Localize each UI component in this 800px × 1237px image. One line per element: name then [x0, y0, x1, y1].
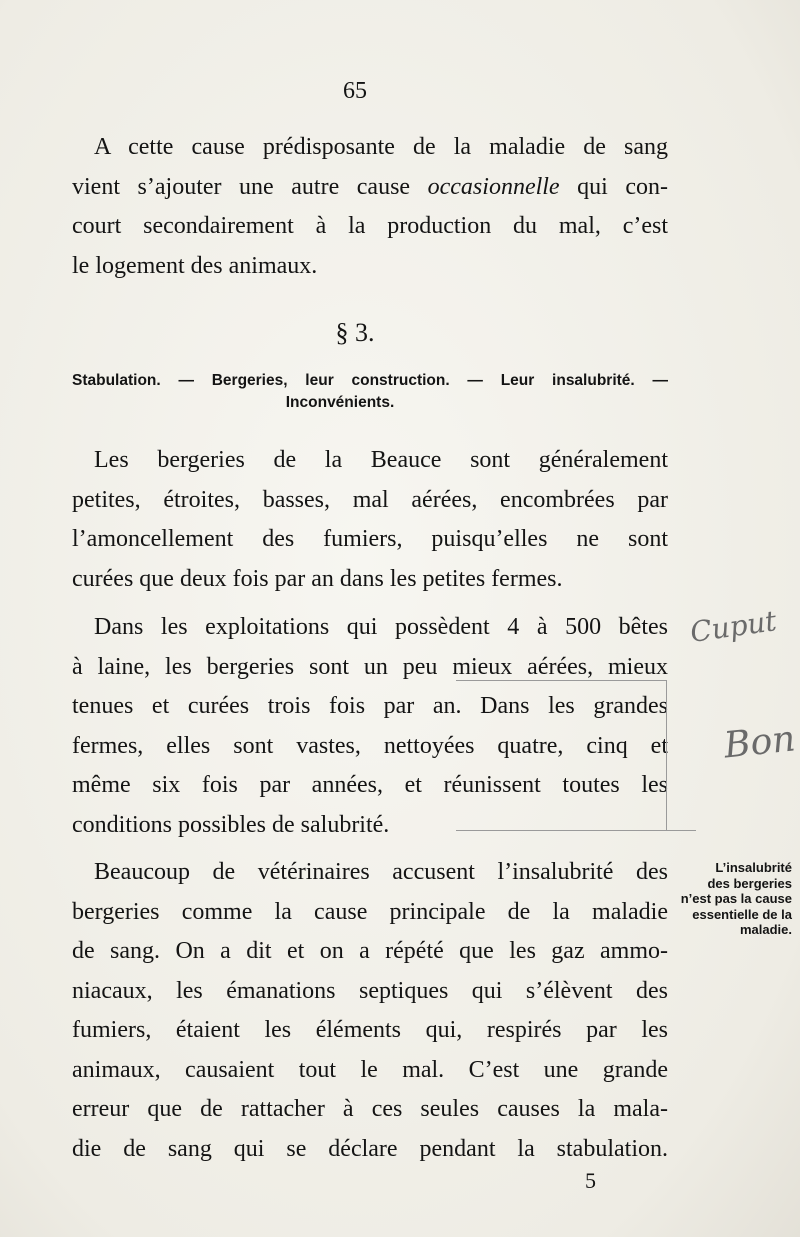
margin-note-line: des bergeries: [707, 875, 792, 891]
text-line: même six fois par années, et réunissent toutes les: [72, 772, 668, 798]
italic-word: occasionnelle: [427, 173, 560, 200]
pencil-bracket-line: [456, 830, 696, 831]
text-line: Dans les exploitations qui possèdent 4 à 500 bêtes: [94, 614, 668, 640]
text-line: curées que deux fois par an dans les petites fermes.: [72, 565, 563, 592]
pencil-bracket-line: [456, 680, 666, 681]
text-line: Beaucoup de vétérinaires accusent l’insalubrité des: [94, 859, 668, 885]
handwritten-note: Bon: [722, 718, 798, 767]
pencil-bracket-line: [666, 680, 667, 830]
handwritten-note: Cuput: [688, 604, 779, 649]
text-line: animaux, causaient tout le mal. C’est une grande: [72, 1056, 668, 1083]
text-line: vient s’ajouter une autre cause occasionnelle qui con-: [72, 173, 668, 200]
text-line: bergeries comme la cause principale de la maladie: [72, 898, 668, 925]
text-line: l’amoncellement des fumiers, puisqu’elles ne sont: [72, 526, 668, 552]
margin-note-line: essentielle de la: [692, 906, 792, 922]
text-line: erreur que de rattacher à ces seules causes la mala-: [72, 1096, 668, 1122]
margin-note-line: maladie.: [739, 922, 792, 937]
text-line: A cette cause prédisposante de la maladie de sang: [94, 134, 668, 160]
paragraph-veterinarians: [72, 853, 668, 1169]
text-line: le logement des animaux.: [72, 252, 318, 279]
text-line: de sang. On a dit et on a répété que les gaz ammo-: [72, 938, 668, 964]
paragraph-beauce-sheepfolds: [72, 441, 668, 599]
text-line: tenues et curées trois fois par an. Dans les grandes: [72, 693, 668, 719]
page-number: 65: [343, 78, 367, 104]
signature-mark: 5: [585, 1168, 596, 1193]
text-line: fumiers, étaient les éléments qui, respirés par les: [72, 1017, 668, 1043]
section-heading: § 3.: [335, 318, 375, 347]
text-line: à laine, les bergeries sont un peu mieux aérées, mieux: [72, 653, 668, 680]
text-line: petites, étroites, basses, mal aérées, encombrées par: [72, 486, 668, 513]
text-line: niacaux, les émanations septiques qui s’élèvent des: [72, 977, 668, 1004]
text-line: conditions possibles de salubrité.: [72, 811, 390, 838]
section-summary: [72, 370, 668, 414]
text-line: die de sang qui se déclare pendant la stabulation.: [72, 1135, 668, 1162]
summary-line: Stabulation. — Bergeries, leur construction. — Leur insalubrité. —: [72, 372, 668, 389]
text-line: Les bergeries de la Beauce sont généralement: [94, 447, 668, 473]
margin-note-line: L’insalubrité: [715, 860, 792, 875]
text-line: fermes, elles sont vastes, nettoyées quatre, cinq et: [72, 732, 668, 759]
margin-note: [674, 860, 792, 938]
text-line: court secondairement à la production du mal, c’est: [72, 213, 668, 239]
summary-line: Inconvénients.: [285, 394, 395, 411]
paragraph-large-farms: [72, 608, 668, 845]
margin-note-line: n’est pas la cause: [680, 891, 792, 906]
paragraph-occasional-cause: [72, 128, 668, 286]
